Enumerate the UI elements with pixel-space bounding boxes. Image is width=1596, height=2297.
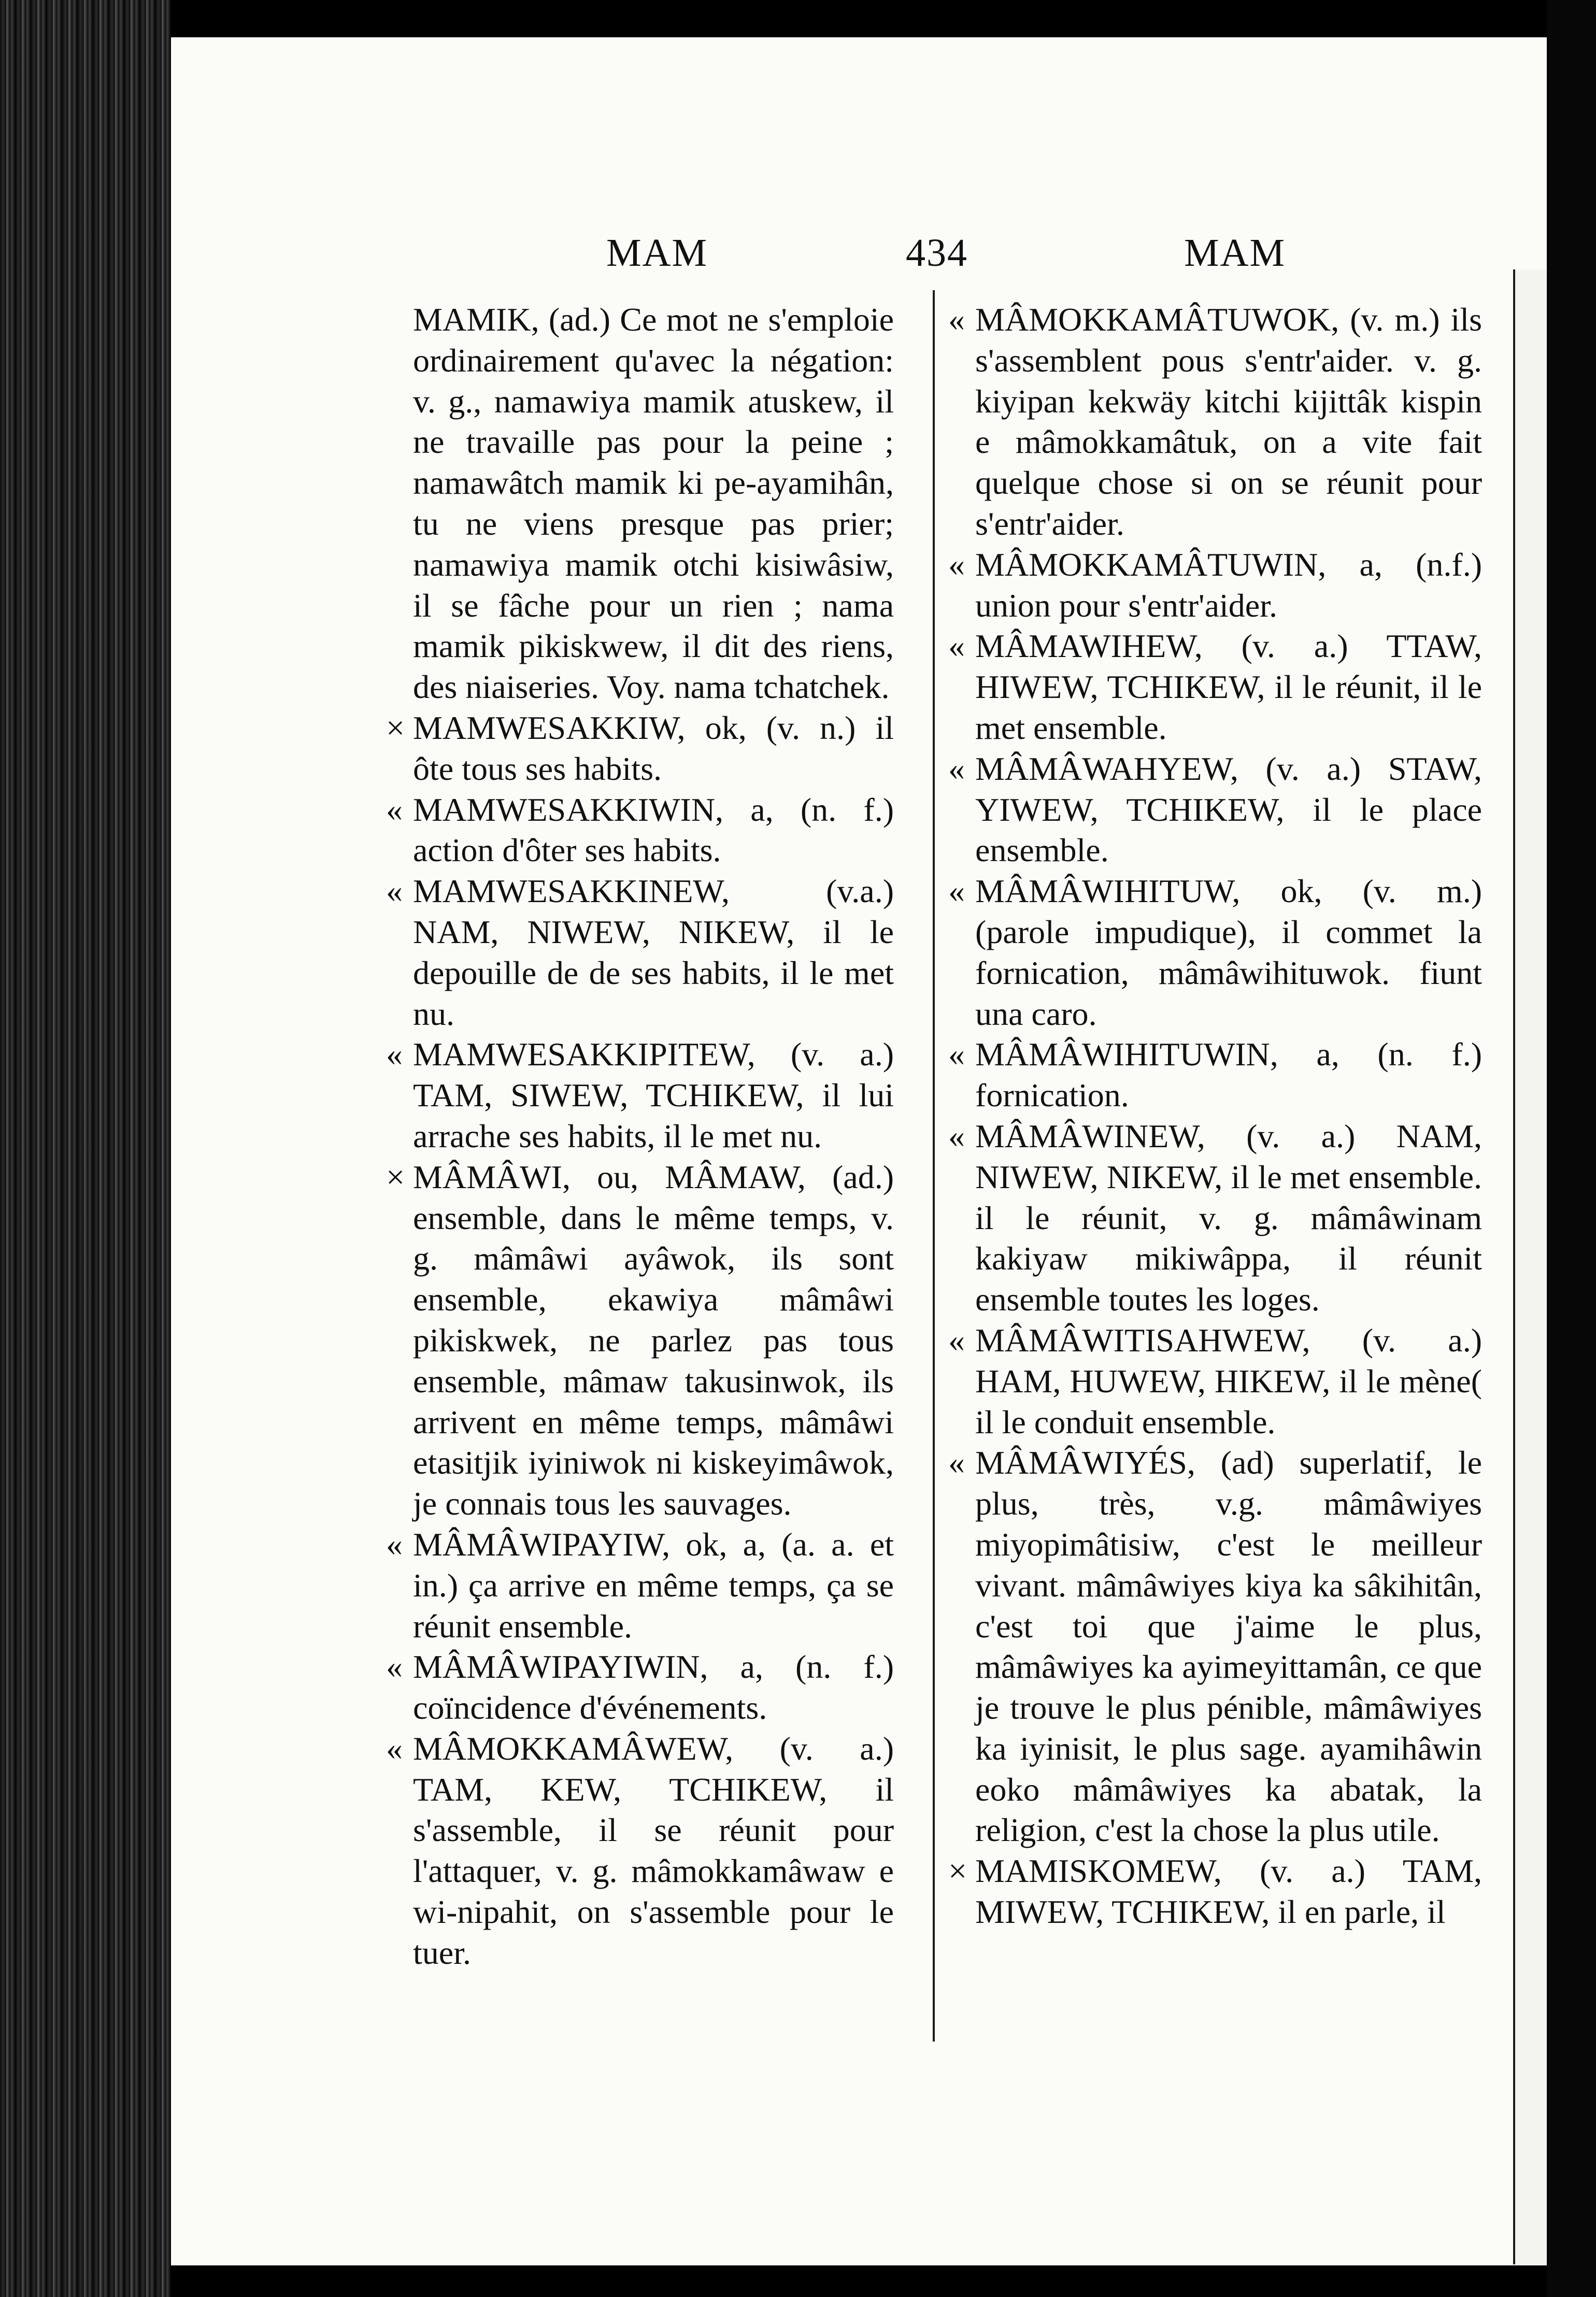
entry-mark: × xyxy=(386,1158,405,1195)
scan-right-edge xyxy=(1547,0,1596,2297)
dictionary-entry xyxy=(948,1320,1482,1443)
entry-text: MÂMOKKAMÂWEW, (v. a.) TAM, KEW, TCHIKEW, il s'assemble, il se réunit pour l'attaquer, v. g. mâmokkamâwaw e wi-nipahit, on s'assemble pour le tuer. xyxy=(413,1730,894,1971)
dictionary-entry xyxy=(948,299,1482,545)
dictionary-entry xyxy=(386,790,894,872)
entry-text: MAMIK, (ad.) Ce mot ne s'emploie ordinairement qu'avec la négation: v. g., namawiya mamik atuskew, il ne travaille pas pour la peine ; namawâtch mamik ki pe-ayamihân, tu ne viens presque pas prier; namawiya mamik otchi kisiwâsiw, il se fâche pour un rien ; nama mamik pikiskwew, il dit des riens, des niaiseries. Voy. nama tchatchek. xyxy=(413,301,894,706)
entry-mark: « xyxy=(386,1648,403,1686)
entry-text: MÂMÂWIHITUW, ok, (v. m.) (parole impudique), il commet la fornication, mâmâwihituwok. fiunt una caro. xyxy=(975,873,1482,1032)
dictionary-entry xyxy=(948,1034,1482,1116)
entry-mark: « xyxy=(386,873,403,910)
entry-mark: « xyxy=(948,1321,965,1359)
column-divider xyxy=(933,290,935,2042)
right-column xyxy=(948,299,1482,1933)
page-number: 434 xyxy=(906,231,968,275)
entry-mark: « xyxy=(948,1117,965,1154)
left-column xyxy=(386,299,894,1974)
entry-mark: « xyxy=(386,1730,403,1767)
dictionary-entry xyxy=(386,1034,894,1157)
dictionary-entry xyxy=(948,626,1482,748)
dictionary-entry xyxy=(948,749,1482,871)
entry-text: MÂMÂWIPAYIWIN, a, (n. f.) coïncidence d'événements. xyxy=(413,1648,894,1727)
entry-text: MAMWESAKKIPITEW, (v. a.) TAM, SIWEW, TCHIKEW, il lui arrache ses habits, il le met nu. xyxy=(413,1036,894,1154)
entry-text: MÂMOKKAMÂTUWIN, a, (n.f.) union pour s'entr'aider. xyxy=(975,546,1482,624)
entry-mark: « xyxy=(948,627,965,665)
entry-text: MÂMÂWIHITUWIN, a, (n. f.) fornication. xyxy=(975,1036,1482,1114)
dictionary-entry xyxy=(948,545,1482,626)
running-head-right: MAM xyxy=(1184,231,1286,275)
dictionary-entry xyxy=(386,1729,894,1974)
entry-mark: × xyxy=(386,709,405,746)
entry-mark: « xyxy=(948,546,965,583)
dictionary-entry xyxy=(386,708,894,790)
entry-text: MAMWESAKKIWIN, a, (n. f.) action d'ôter ses habits. xyxy=(413,791,894,869)
entry-text: MÂMÂWINEW, (v. a.) NAM, NIWEW, NIKEW, il le met ensemble. il le réunit, v. g. mâmâwinam kakiyaw mikiwâppa, il réunit ensemble toutes les loges. xyxy=(975,1117,1482,1318)
entry-text: MÂMÂWIYÉS, (ad) superlatif, le plus, très, v.g. mâmâwiyes miyopimâtisiw, c'est le meilleur vivant. mâmâwiyes kiya ka sâkihitân, c'est toi que j'aime le plus, mâmâwiyes ka ayimeyittamân, ce que je trouve le plus pénible, mâmâwiyes ka iyinisit, le plus sage. ayamihâwin eoko mâmâwiyes ka abatak, la religion, c'est la chose la plus utile. xyxy=(975,1444,1482,1849)
entry-mark: « xyxy=(948,1444,965,1481)
entry-text: MAMWESAKKIW, ok, (v. n.) il ôte tous ses habits. xyxy=(413,709,894,787)
dictionary-entry xyxy=(948,871,1482,1034)
entry-mark: « xyxy=(948,301,965,338)
entry-mark: « xyxy=(386,791,403,828)
facing-page-edge xyxy=(1513,269,1546,2264)
entry-text: MÂMÂWI, ou, MÂMAW, (ad.) ensemble, dans le même temps, v. g. mâmâwi ayâwok, ils sont ensemble, ekawiya mâmâwi pikiskwek, ne parlez pas tous ensemble, mâmaw takusinwok, ils arrivent en même temps, mâmâwi etasitjik iyiniwok ni kiskeyimâwok, je connais tous les sauvages. xyxy=(413,1158,894,1522)
entry-mark: « xyxy=(948,750,965,787)
scan-binding-edge xyxy=(0,0,171,2297)
entry-text: MÂMÂWITISAHWEW, (v. a.) HAM, HUWEW, HIKEW, il le mène( il le conduit ensemble. xyxy=(975,1321,1482,1440)
entry-text: MAMISKOMEW, (v. a.) TAM, MIWEW, TCHIKEW, il en parle, il xyxy=(975,1852,1482,1931)
entry-text: MÂMOKKAMÂTUWOK, (v. m.) ils s'assemblent pous s'entr'aider. v. g. kiyipan kekwäy kitchi kijittâk kispin e mâmokkamâtuk, on a vite fait quelque chose si on se réunit pour s'entr'aider. xyxy=(975,301,1482,542)
dictionary-entry xyxy=(386,871,894,1034)
entry-mark: « xyxy=(948,1036,965,1073)
entry-text: MAMWESAKKINEW, (v.a.) NAM, NIWEW, NIKEW, il le depouille de de ses habits, il le met nu. xyxy=(413,873,894,1032)
dictionary-entry xyxy=(948,1116,1482,1320)
dictionary-entry xyxy=(386,1647,894,1729)
dictionary-entry xyxy=(386,1157,894,1524)
entry-text: MÂMAWIHEW, (v. a.) TTAW, HIWEW, TCHIKEW, il le réunit, il le met ensemble. xyxy=(975,627,1482,746)
dictionary-entry xyxy=(948,1851,1482,1933)
running-head-left: MAM xyxy=(606,231,708,275)
entry-text: MÂMÂWIPAYIW, ok, a, (a. a. et in.) ça arrive en même temps, ça se réunit ensemble. xyxy=(413,1525,894,1645)
entry-mark: × xyxy=(948,1852,967,1890)
entry-text: MÂMÂWAHYEW, (v. a.) STAW, YIWEW, TCHIKEW, il le place ensemble. xyxy=(975,750,1482,869)
entry-mark: « xyxy=(386,1036,403,1073)
entry-mark: « xyxy=(386,1525,403,1563)
dictionary-entry xyxy=(386,299,894,708)
dictionary-entry xyxy=(386,1524,894,1647)
dictionary-entry xyxy=(948,1443,1482,1851)
entry-mark: « xyxy=(948,873,965,910)
